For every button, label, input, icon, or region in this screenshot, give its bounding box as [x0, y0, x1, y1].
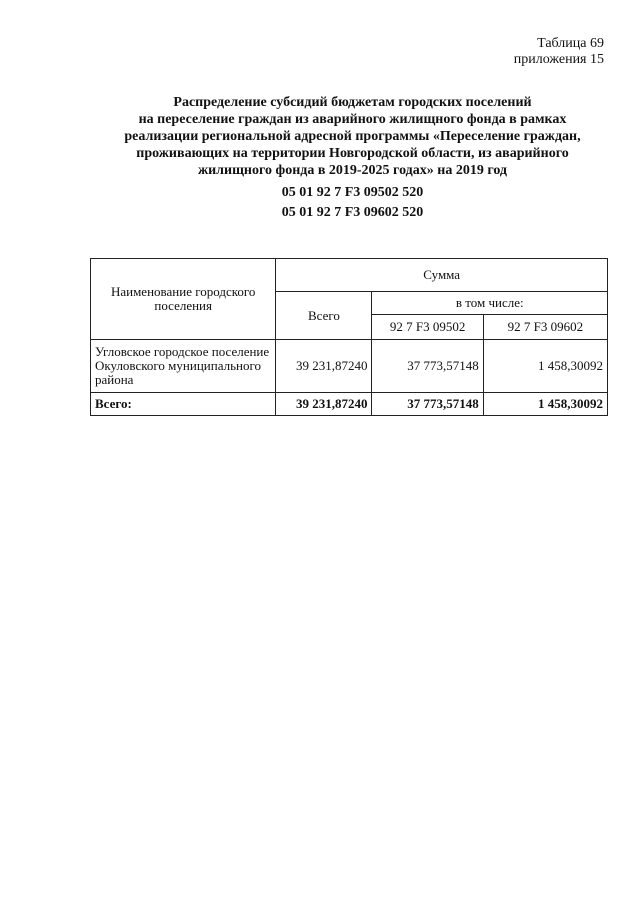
total-09502: 37 773,57148 [372, 393, 483, 416]
table-reference [514, 36, 604, 68]
title-line: реализации региональной адресной программы «Переселение граждан, [124, 129, 581, 144]
total-sum: 39 231,87240 [276, 393, 372, 416]
cell-total: 39 231,87240 [276, 340, 372, 393]
title-line: проживающих на территории Новгородской области, из аварийного [136, 146, 569, 161]
cell-09502: 37 773,57148 [372, 340, 483, 393]
header-total: Всего [276, 292, 372, 340]
header-code-09602: 92 7 F3 09602 [483, 315, 607, 340]
title-line: Распределение субсидий бюджетам городских поселений [173, 95, 532, 110]
cell-09602: 1 458,30092 [483, 340, 607, 393]
header-including: в том числе: [372, 292, 608, 315]
header-code-09502: 92 7 F3 09502 [372, 315, 483, 340]
subsidy-table [90, 258, 608, 416]
budget-codes [100, 183, 605, 223]
header-settlement-name: Наименование городского поселения [91, 259, 276, 340]
settlement-name: Угловское городское поселение Окуловского муниципального района [91, 340, 276, 393]
reference-line-1: Таблица 69 [537, 36, 604, 51]
title-line: жилищного фонда в 2019-2025 годах» на 2019 год [197, 163, 508, 178]
header-sum: Сумма [276, 259, 608, 292]
reference-line-2: приложения 15 [513, 52, 604, 67]
document-title [100, 94, 605, 179]
table-row [91, 340, 608, 393]
budget-code: 05 01 92 7 F3 09602 520 [281, 205, 424, 220]
table-total-row [91, 393, 608, 416]
total-label: Всего: [91, 393, 276, 416]
title-line: на переселение граждан из аварийного жилищного фонда в рамках [138, 112, 567, 127]
total-09602: 1 458,30092 [483, 393, 607, 416]
budget-code: 05 01 92 7 F3 09502 520 [281, 185, 424, 200]
